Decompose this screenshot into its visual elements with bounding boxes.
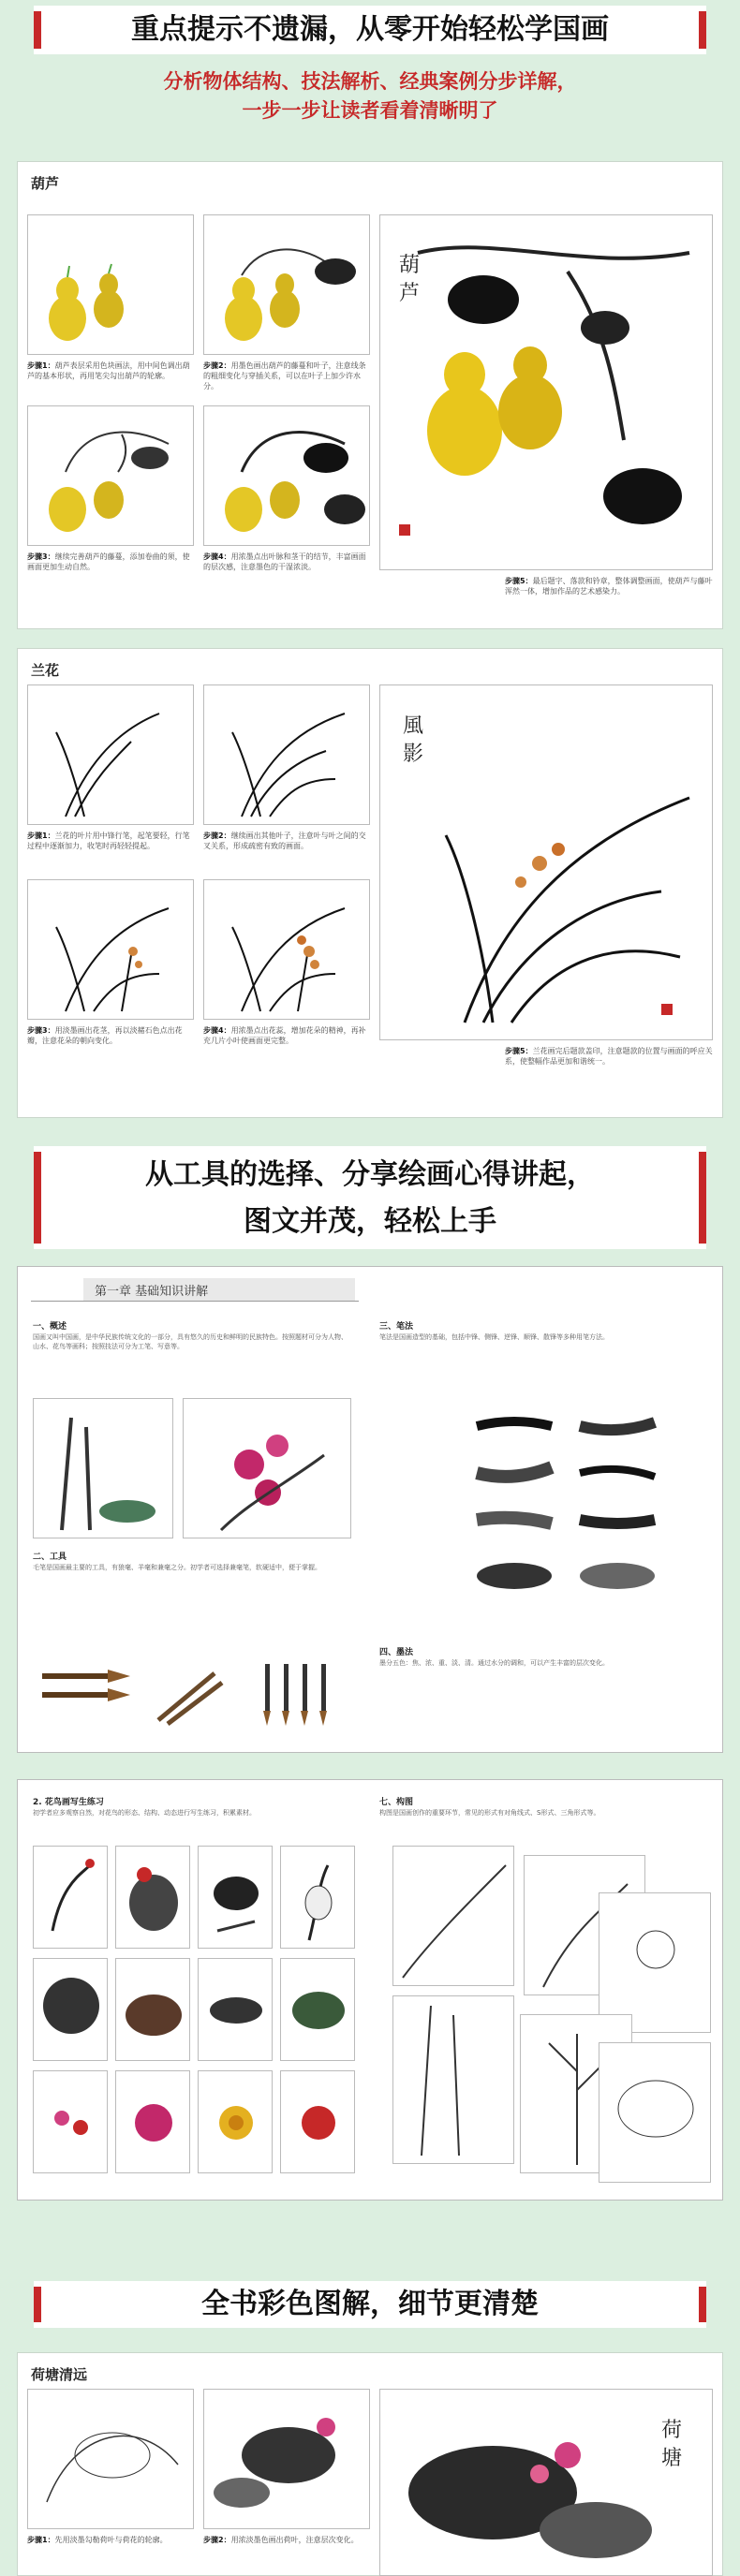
orchid-step4-image	[203, 879, 370, 1020]
flower-painting-icon	[184, 1399, 351, 1538]
orchid-step4-caption: 步骤4：用浓墨点出花蕊，增加花朵的精神，再补充几片小叶使画面更完整。	[203, 1026, 366, 1045]
brush-photo-2	[149, 1655, 233, 1733]
section-brush: 三、笔法	[379, 1322, 414, 1332]
rooster-icon	[116, 1847, 190, 1949]
gourd-vine-icon	[28, 406, 194, 546]
orchid-step2-caption: 步骤2：继续画出其他叶子，注意叶与叶之间的交叉关系，形成疏密有致的画面。	[203, 832, 366, 850]
lotus-step2-caption: 步骤2：用浓淡墨色画出荷叶，注意层次变化。	[203, 2536, 359, 2544]
headline-banner-2	[34, 1146, 706, 1249]
headline-3: 全书彩色图解，细节更清楚	[201, 2288, 539, 2320]
brushstroke-samples	[467, 1407, 702, 1632]
composition-text: 构图是国画创作的重要环节，常见的形式有对角线式、S形式、三角形式等。	[379, 1809, 600, 1817]
practice-painting-4	[280, 1846, 355, 1949]
orchid-card	[17, 648, 723, 1118]
leaf-sketch-icon	[599, 2043, 711, 2183]
practice-painting-5	[33, 1958, 108, 2061]
composition-sketch-4	[392, 1995, 514, 2164]
practice-painting-6	[115, 1958, 190, 2061]
egret-icon	[281, 1847, 355, 1949]
orchid-step5-caption: 步骤5：兰花画完后题款盖印，注意题款的位置与画面的呼应关系，使整幅作品更加和谐统一。	[505, 1047, 713, 1066]
gourd-step4-caption: 步骤4：用浓墨点出叶脉和茎干的结节，丰富画面的层次感，注意墨色的干湿浓淡。	[203, 552, 366, 571]
gourd-card	[17, 161, 723, 629]
gourd-step4-image	[203, 405, 370, 546]
composition-sketch-3	[599, 1892, 711, 2033]
practice-painting-11	[198, 2070, 273, 2173]
lotus-step2-image	[203, 2389, 370, 2529]
svg-text:芦: 芦	[399, 282, 421, 305]
gourd-title: 葫芦	[31, 175, 60, 192]
section-practice: 2. 花鸟画写生练习	[33, 1798, 104, 1807]
chapter-title: 第一章 基础知识讲解	[83, 1278, 355, 1302]
lotus-painting-icon	[380, 2390, 713, 2576]
bird-icon	[199, 1847, 273, 1949]
practice-painting-3	[198, 1846, 273, 1949]
headline-2-line-1: 从工具的选择、分享绘画心得讲起，	[145, 1158, 595, 1191]
gourd-painting-icon	[380, 215, 713, 570]
orchid-flower-icon	[28, 880, 194, 1020]
orchid-title: 兰花	[31, 662, 60, 679]
bamboo-sketch-icon	[393, 1996, 514, 2164]
practice-painting-10	[115, 2070, 190, 2173]
overview-text: 国画又叫中国画，是中华民族传统文化的一部分，具有悠久的历史和鲜明的民族特色。按照题材可分为人物、山水、花鸟等画科；按照技法可分为工笔、写意等。	[33, 1333, 348, 1350]
headline-2-line-2: 图文并茂，轻松上手	[244, 1205, 496, 1238]
crane-icon	[34, 1847, 108, 1949]
headline-banner-3	[34, 2281, 706, 2328]
subtitle-line-1: 分析物体结构、技法解析、经典案例分步详解，	[163, 70, 577, 93]
gourd-step5-caption: 步骤5：最后题字、落款和钤章，整体调整画面，使葫芦与藤叶浑然一体，增加作品的艺术感染力。	[505, 577, 713, 596]
lotus-step1-image	[27, 2389, 194, 2529]
lotus-sketch-icon	[28, 2390, 194, 2529]
orchid-leaf-icon	[28, 685, 194, 825]
brush-photo-1	[33, 1655, 136, 1733]
lotus-title: 荷塘清远	[31, 2366, 88, 2383]
practice-painting-9	[33, 2070, 108, 2173]
orchid-final-painting	[379, 684, 713, 1040]
orchid-step1-image	[27, 684, 194, 825]
practice-text: 初学者应多观察自然，对花鸟的形态、结构、动态进行写生练习，积累素材。	[33, 1809, 256, 1817]
gourd-step2-image	[203, 214, 370, 355]
gourd-step3-caption: 步骤3：继续完善葫芦的藤蔓，添加卷曲的须，使画面更加生动自然。	[27, 552, 190, 571]
orchid-step1-caption: 步骤1：兰花的叶片用中锋行笔，起笔要轻，行笔过程中逐渐加力，收笔时再轻轻提起。	[27, 832, 190, 850]
bamboo-painting-icon	[34, 1399, 173, 1538]
section-overview: 一、概述	[33, 1322, 67, 1332]
chapter-rule	[31, 1301, 359, 1302]
brush-photo-3	[246, 1655, 351, 1733]
svg-text:風: 風	[403, 714, 424, 738]
gourd-step3-image	[27, 405, 194, 546]
book-spread-1	[17, 1266, 723, 1753]
branch-sketch-icon	[393, 1847, 514, 1986]
section-ink: 四、墨法	[379, 1648, 414, 1657]
brush-icon-3	[246, 1655, 351, 1733]
svg-text:塘: 塘	[661, 2447, 683, 2470]
overview-painting-2	[183, 1398, 351, 1538]
rose-icon	[281, 2071, 355, 2173]
composition-sketch-1	[392, 1846, 514, 1986]
ink-text: 墨分五色：焦、浓、重、淡、清。通过水分的调和，可以产生丰富的层次变化。	[379, 1659, 609, 1667]
section-composition: 七、构图	[379, 1798, 414, 1807]
book-spread-2	[17, 1779, 723, 2201]
headline-banner-1	[34, 6, 706, 54]
lotus-ink-icon	[204, 2390, 370, 2529]
gourd-sketch-icon	[28, 215, 194, 355]
orchid-step3-image	[27, 879, 194, 1020]
lotus-card	[17, 2352, 723, 2576]
horse-icon	[116, 1959, 190, 2061]
section-tools: 二、工具	[33, 1553, 67, 1562]
overview-painting-1	[33, 1398, 173, 1538]
orchid-painting-icon	[380, 685, 713, 1040]
flower-sketch-icon	[599, 1893, 711, 2033]
gourd-sketch-icon-2	[204, 215, 370, 355]
brush-text: 笔法是国画造型的基础，包括中锋、侧锋、逆锋、顺锋、散锋等多种用笔方法。	[379, 1333, 609, 1341]
gourd-step1-image	[27, 214, 194, 355]
lotus-final-painting	[379, 2389, 713, 2576]
orchid-leaf-icon-2	[204, 685, 370, 825]
subtitle-line-2: 一步一步让读者看着清晰明了	[242, 99, 498, 122]
svg-text:影: 影	[403, 743, 424, 766]
gourd-vine-icon-2	[204, 406, 370, 546]
fish-icon	[199, 1959, 273, 2061]
leaf-icon	[281, 1959, 355, 2061]
practice-painting-1	[33, 1846, 108, 1949]
tools-text: 毛笔是国画最主要的工具，有狼毫、羊毫和兼毫之分。初学者可选择兼毫笔，软硬适中，便于掌握。	[33, 1564, 321, 1571]
composition-sketch-6	[599, 2042, 711, 2183]
tree-icon	[34, 1959, 108, 2061]
brush-icon-2	[149, 1655, 233, 1733]
gourd-final-painting	[379, 214, 713, 570]
orchid-step2-image	[203, 684, 370, 825]
practice-painting-2	[115, 1846, 190, 1949]
practice-painting-7	[198, 1958, 273, 2061]
chrysanthemum-icon	[199, 2071, 273, 2173]
gourd-step2-caption: 步骤2：用墨色画出葫芦的藤蔓和叶子，注意线条的粗细变化与穿插关系，可以在叶子上加少许水分。	[203, 361, 366, 390]
ink-stroke-icon	[467, 1407, 702, 1632]
headline-1: 重点提示不遗漏，从零开始轻松学国画	[131, 13, 609, 46]
practice-painting-12	[280, 2070, 355, 2173]
svg-text:葫: 葫	[399, 254, 421, 277]
orchid-flower-icon-2	[204, 880, 370, 1020]
practice-painting-8	[280, 1958, 355, 2061]
peony-icon	[116, 2071, 190, 2173]
orchid-step3-caption: 步骤3：用淡墨画出花茎，再以淡赭石色点出花瓣，注意花朵的朝向变化。	[27, 1026, 183, 1045]
gourd-step1-caption: 步骤1：葫芦表层采用色块画法，用中间色调出葫芦的基本形状，再用笔尖勾出葫芦的轮廓。	[27, 361, 190, 380]
svg-text:荷: 荷	[661, 2419, 683, 2442]
lotus-step1-caption: 步骤1：先用淡墨勾勒荷叶与荷花的轮廓。	[27, 2536, 168, 2544]
brush-icon	[33, 1655, 136, 1733]
blossom-icon	[34, 2071, 108, 2173]
